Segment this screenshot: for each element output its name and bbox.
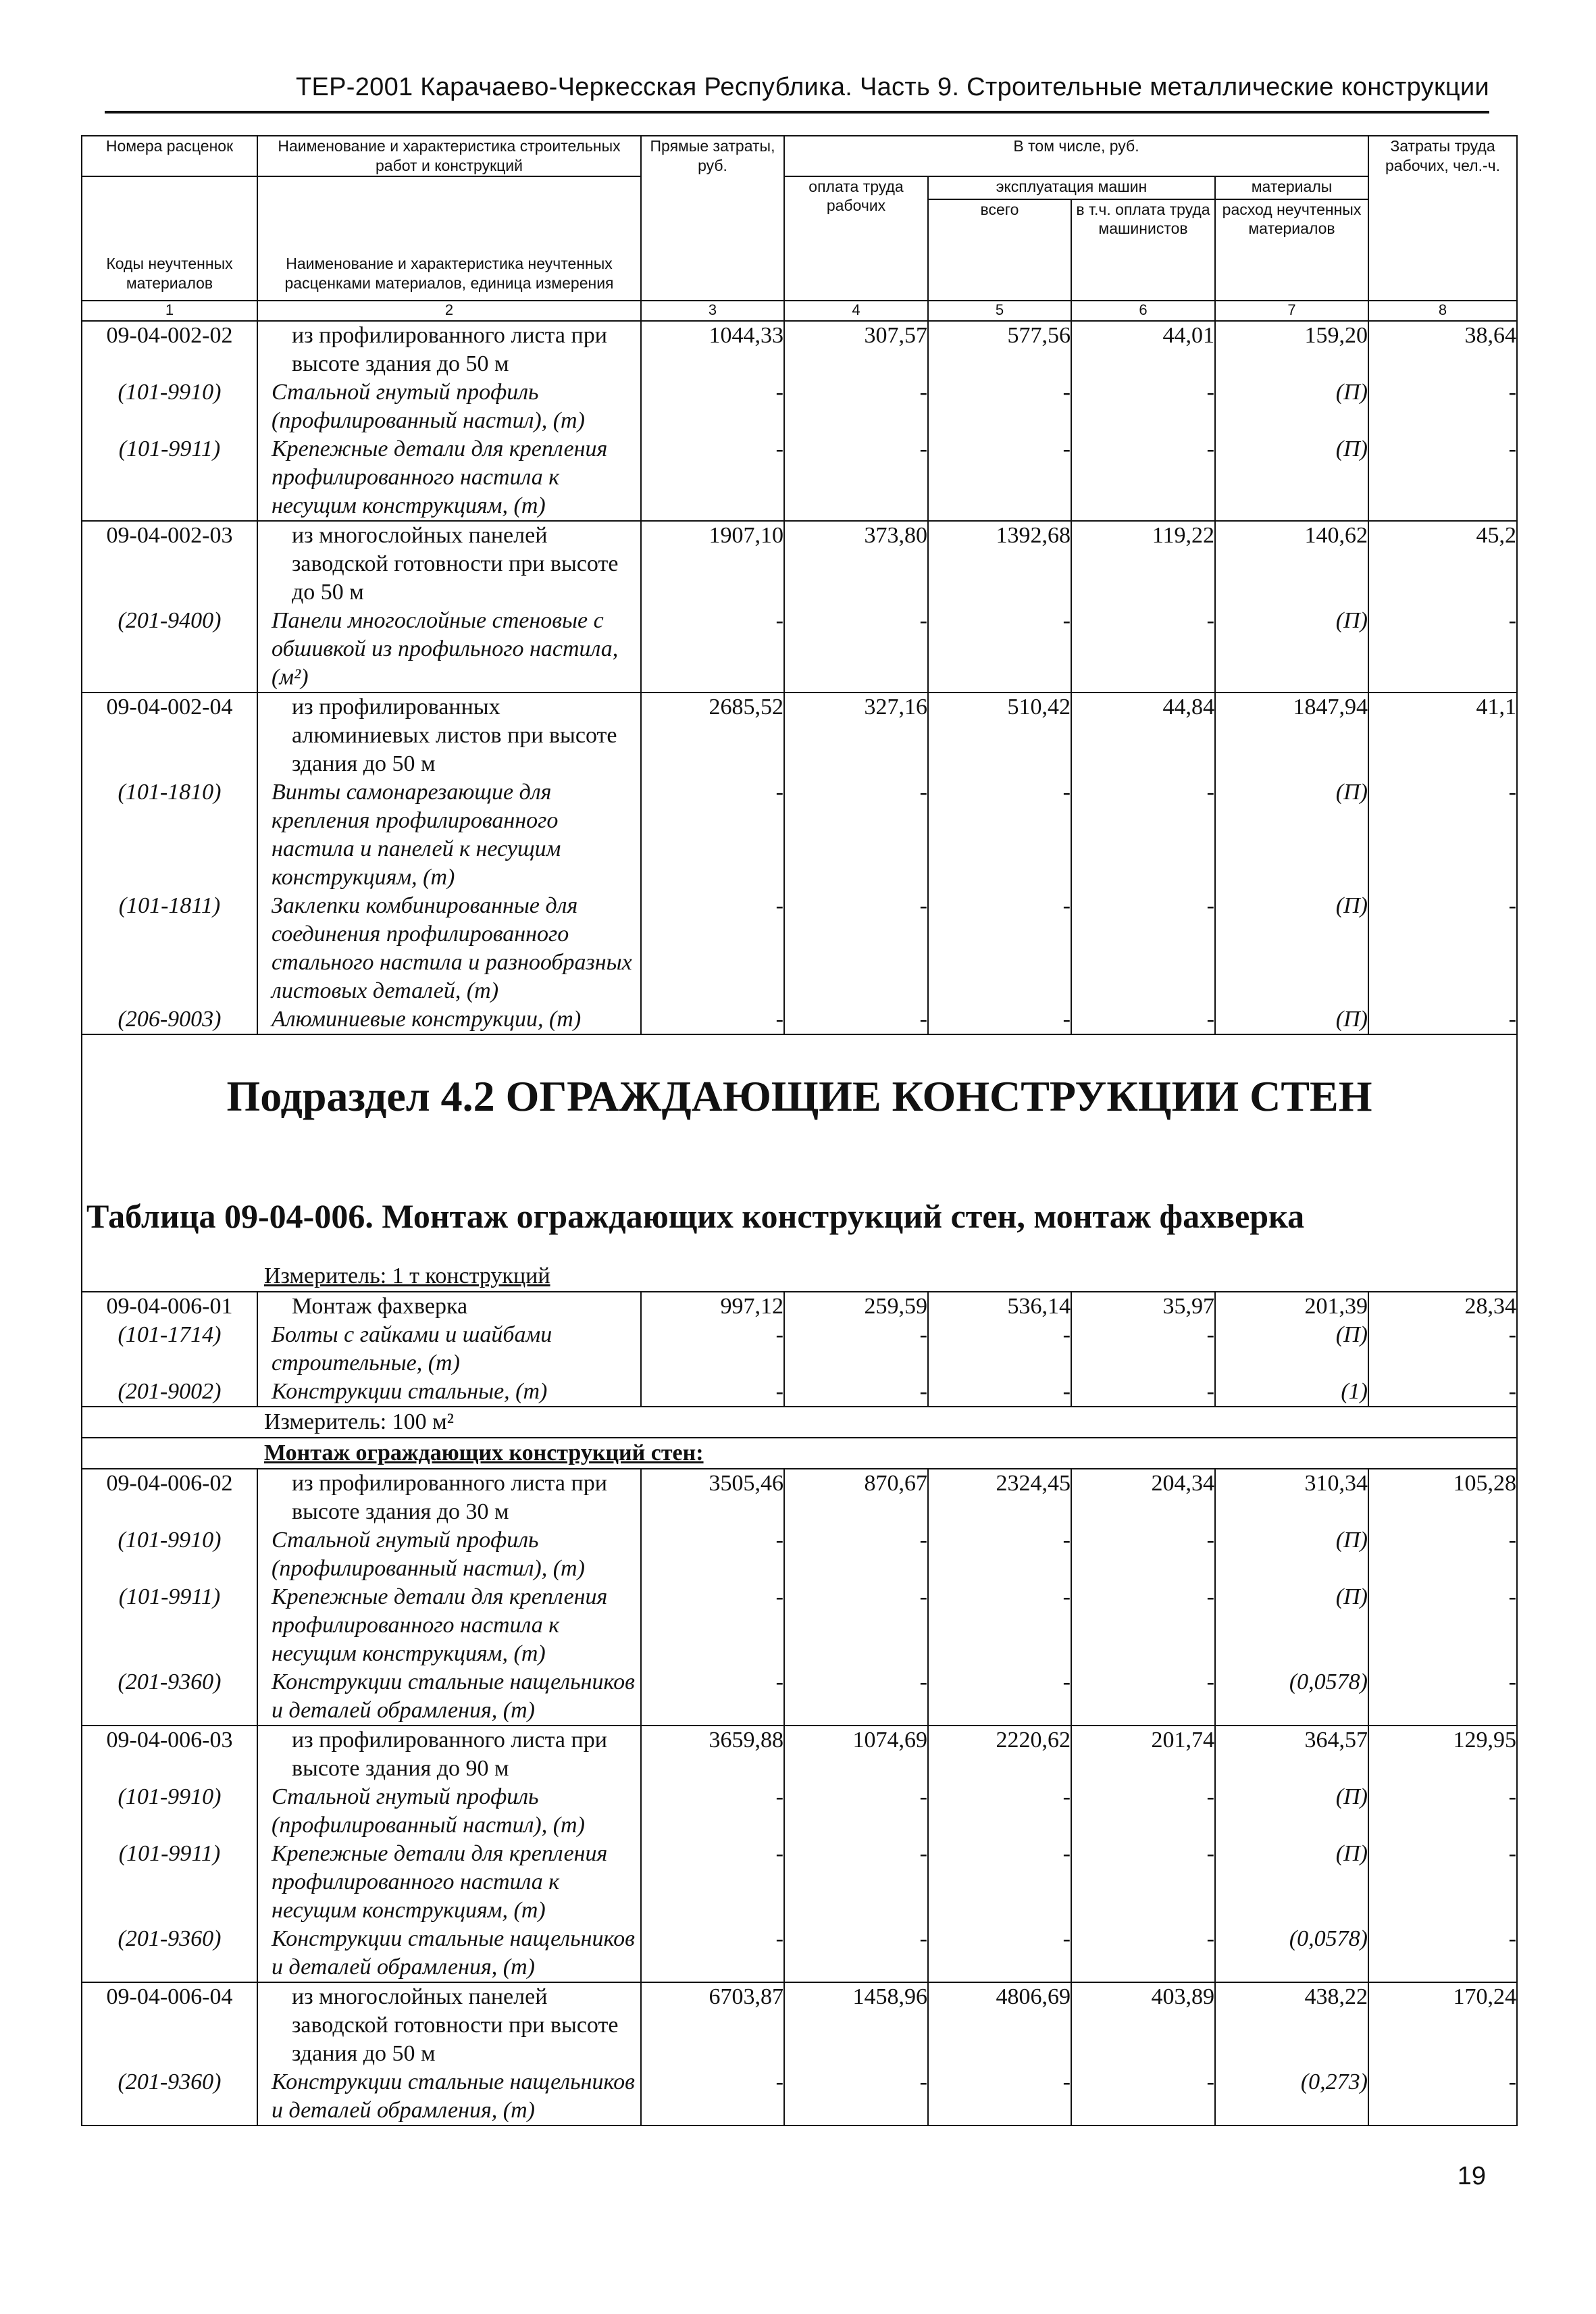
machinist-pay-value: -: [1071, 1668, 1215, 1726]
material-code: (101-9910): [82, 378, 257, 435]
machinist-pay-value: -: [1071, 778, 1215, 892]
header-work-name: Наименование и характеристика строительных работ и конструкций: [257, 136, 641, 176]
labor-pay-value: 307,57: [784, 321, 928, 378]
machines-total-value: -: [928, 435, 1071, 521]
column-number: 4: [784, 301, 928, 321]
work-name: из профилированных алюминиевых листов при высоте здания до 50 м: [257, 693, 641, 778]
material-name: Стальной гнутый профиль (профилированный настил), (т): [257, 1783, 641, 1840]
header-materials: материалы: [1215, 176, 1368, 199]
material-row: [82, 1925, 1517, 1982]
material-name: Болты с гайками и шайбами строительные, (т): [257, 1321, 641, 1378]
material-row: [82, 778, 1517, 892]
column-number: 8: [1368, 301, 1517, 321]
header-rate-numbers: Номера расценок: [82, 136, 257, 176]
direct-costs-value: -: [641, 378, 784, 435]
direct-costs-value: -: [641, 1005, 784, 1034]
block-09-04-006: [82, 1469, 1517, 2126]
rate-code: 09-04-006-03: [82, 1726, 257, 1783]
labor-pay-value: -: [784, 2068, 928, 2126]
header-rule: [105, 111, 1489, 114]
labor-hours-value: -: [1368, 1526, 1517, 1583]
material-name: Панели многослойные стеновые с обшивкой из профильного настила, (м²): [257, 607, 641, 693]
material-row: [82, 435, 1517, 521]
direct-costs-value: 3659,88: [641, 1726, 784, 1783]
machinist-pay-value: -: [1071, 378, 1215, 435]
machinist-pay-value: -: [1071, 1321, 1215, 1378]
material-code: (201-9360): [82, 2068, 257, 2126]
machines-total-value: -: [928, 1526, 1071, 1583]
machines-total-value: -: [928, 1378, 1071, 1407]
header-machines: эксплуатация машин: [928, 176, 1215, 199]
labor-pay-value: -: [784, 435, 928, 521]
labor-pay-value: -: [784, 1783, 928, 1840]
rate-row: [82, 321, 1517, 378]
header-material-consumption: расход неучтенных материалов: [1215, 199, 1368, 301]
material-code: (201-9002): [82, 1378, 257, 1407]
machinist-pay-value: -: [1071, 892, 1215, 1005]
machines-total-value: -: [928, 2068, 1071, 2126]
material-row: [82, 1378, 1517, 1407]
rate-row: [82, 1292, 1517, 1321]
material-code: (101-9910): [82, 1526, 257, 1583]
machinist-pay-value: -: [1071, 1378, 1215, 1407]
material-consumption-value: (П): [1215, 1005, 1368, 1034]
running-header: ТЕР-2001 Карачаево-Черкесская Республика. Часть 9. Строительные металлические конструкции: [295, 73, 1489, 101]
rate-code: 09-04-002-03: [82, 521, 257, 607]
machines-total-value: -: [928, 1583, 1071, 1668]
machinist-pay-value: 44,84: [1071, 693, 1215, 778]
material-consumption-value: 1847,94: [1215, 693, 1368, 778]
labor-pay-value: 1074,69: [784, 1726, 928, 1783]
material-name: Конструкции стальные, (т): [257, 1378, 641, 1407]
material-consumption-value: (0,0578): [1215, 1925, 1368, 1982]
labor-hours-value: -: [1368, 378, 1517, 435]
direct-costs-value: -: [641, 2068, 784, 2126]
labor-pay-value: -: [784, 1378, 928, 1407]
material-consumption-value: (1): [1215, 1378, 1368, 1407]
machinist-pay-value: -: [1071, 1783, 1215, 1840]
work-name: из профилированного листа при высоте здания до 30 м: [257, 1469, 641, 1526]
machines-total-value: -: [928, 1321, 1071, 1378]
material-code: (101-9910): [82, 1783, 257, 1840]
machines-total-value: -: [928, 1668, 1071, 1726]
material-name: Конструкции стальные нащельников и деталей обрамления, (т): [257, 1668, 641, 1726]
material-row: [82, 378, 1517, 435]
direct-costs-value: 6703,87: [641, 1982, 784, 2068]
labor-hours-value: -: [1368, 1840, 1517, 1925]
material-consumption-value: 310,34: [1215, 1469, 1368, 1526]
header-including: В том числе, руб.: [784, 136, 1368, 176]
labor-hours-value: -: [1368, 1668, 1517, 1726]
direct-costs-value: -: [641, 1840, 784, 1925]
direct-costs-value: -: [641, 1783, 784, 1840]
material-consumption-value: 201,39: [1215, 1292, 1368, 1321]
block-09-04-006-01: [82, 1292, 1517, 1407]
section-heading: [82, 1034, 1517, 1197]
material-row: [82, 892, 1517, 1005]
machinist-pay-value: 204,34: [1071, 1469, 1215, 1526]
work-name: из многослойных панелей заводской готовности при высоте до 50 м: [257, 521, 641, 607]
labor-hours-value: -: [1368, 1321, 1517, 1378]
machines-total-value: -: [928, 1783, 1071, 1840]
direct-costs-value: -: [641, 778, 784, 892]
direct-costs-value: 2685,52: [641, 693, 784, 778]
machines-total-value: -: [928, 1925, 1071, 1982]
material-consumption-value: (П): [1215, 1321, 1368, 1378]
machines-total-value: 1392,68: [928, 521, 1071, 607]
machines-total-value: 536,14: [928, 1292, 1071, 1321]
table-title: Таблица 09-04-006. Монтаж ограждающих конструкций стен, монтаж фахверка: [86, 1197, 1305, 1235]
table-heading: [82, 1197, 1517, 1261]
column-number: 2: [257, 301, 641, 321]
machinist-pay-value: 35,97: [1071, 1292, 1215, 1321]
material-row: [82, 1783, 1517, 1840]
section-title: Подраздел 4.2 ОГРАЖДАЮЩИЕ КОНСТРУКЦИИ СТЕН: [226, 1072, 1372, 1120]
header-machinist-pay: в т.ч. оплата труда машинистов: [1071, 199, 1215, 301]
rate-code: 09-04-006-02: [82, 1469, 257, 1526]
labor-hours-value: 38,64: [1368, 321, 1517, 378]
direct-costs-value: -: [641, 435, 784, 521]
header-labor-pay: оплата труда рабочих: [784, 176, 928, 301]
material-consumption-value: (0,0578): [1215, 1668, 1368, 1726]
material-name: Крепежные детали для крепления профилированного настила к несущим конструкциям, (т): [257, 1583, 641, 1668]
material-name: Стальной гнутый профиль (профилированный настил), (т): [257, 1526, 641, 1583]
direct-costs-value: -: [641, 1668, 784, 1726]
machinist-pay-value: 201,74: [1071, 1726, 1215, 1783]
material-row: [82, 2068, 1517, 2126]
material-name: Винты самонарезающие для крепления профилированного настила и панелей к несущим конструкциям, (т): [257, 778, 641, 892]
labor-pay-value: -: [784, 1583, 928, 1668]
material-name: Алюминиевые конструкции, (т): [257, 1005, 641, 1034]
measure-label: Измеритель: 1 т конструкций: [257, 1261, 1517, 1292]
labor-pay-value: 373,80: [784, 521, 928, 607]
header-direct-costs: Прямые затраты, руб.: [641, 136, 784, 301]
machinist-pay-value: 403,89: [1071, 1982, 1215, 2068]
direct-costs-value: 1907,10: [641, 521, 784, 607]
material-name: Заклепки комбинированные для соединения профилированного стального настила и разнообразных листовых деталей, (т): [257, 892, 641, 1005]
labor-hours-value: 45,2: [1368, 521, 1517, 607]
work-name: из профилированного листа при высоте здания до 50 м: [257, 321, 641, 378]
labor-hours-value: -: [1368, 1925, 1517, 1982]
material-row: [82, 1005, 1517, 1034]
material-consumption-value: (П): [1215, 607, 1368, 693]
labor-pay-value: 259,59: [784, 1292, 928, 1321]
labor-pay-value: 1458,96: [784, 1982, 928, 2068]
header-material-name: Наименование и характеристика неучтенных расценками материалов, единица измерения: [257, 176, 641, 301]
block-09-04-002: [82, 321, 1517, 1034]
labor-pay-value: -: [784, 1321, 928, 1378]
header-machines-total: всего: [928, 199, 1071, 301]
work-name: Монтаж фахверка: [257, 1292, 641, 1321]
material-consumption-value: (П): [1215, 1583, 1368, 1668]
labor-hours-value: 129,95: [1368, 1726, 1517, 1783]
material-code: (101-1714): [82, 1321, 257, 1378]
machinist-pay-value: -: [1071, 1583, 1215, 1668]
direct-costs-value: 997,12: [641, 1292, 784, 1321]
material-consumption-value: 159,20: [1215, 321, 1368, 378]
material-code: (101-9911): [82, 435, 257, 521]
labor-hours-value: -: [1368, 778, 1517, 892]
rate-row: [82, 1982, 1517, 2068]
material-code: (101-1811): [82, 892, 257, 1005]
machinist-pay-value: 119,22: [1071, 521, 1215, 607]
labor-pay-value: -: [784, 892, 928, 1005]
material-code: (201-9400): [82, 607, 257, 693]
material-name: Крепежные детали для крепления профилированного настила к несущим конструкциям, (т): [257, 1840, 641, 1925]
machinist-pay-value: -: [1071, 2068, 1215, 2126]
direct-costs-value: -: [641, 607, 784, 693]
rate-code: 09-04-002-04: [82, 693, 257, 778]
machines-total-value: -: [928, 1840, 1071, 1925]
material-consumption-value: (П): [1215, 892, 1368, 1005]
rate-code: 09-04-006-01: [82, 1292, 257, 1321]
labor-hours-value: 105,28: [1368, 1469, 1517, 1526]
column-number: 7: [1215, 301, 1368, 321]
machinist-pay-value: -: [1071, 1925, 1215, 1982]
work-name: из многослойных панелей заводской готовности при высоте здания до 50 м: [257, 1982, 641, 2068]
material-consumption-value: (П): [1215, 435, 1368, 521]
labor-hours-value: -: [1368, 892, 1517, 1005]
material-code: (101-9911): [82, 1583, 257, 1668]
header-material-codes: Коды неучтенных материалов: [82, 176, 257, 301]
rate-code: 09-04-002-02: [82, 321, 257, 378]
material-row: [82, 607, 1517, 693]
labor-hours-value: -: [1368, 435, 1517, 521]
direct-costs-value: -: [641, 1378, 784, 1407]
material-consumption-value: 140,62: [1215, 521, 1368, 607]
page-number: 19: [1457, 2162, 1486, 2190]
material-row: [82, 1840, 1517, 1925]
material-code: (101-1810): [82, 778, 257, 892]
rate-code: 09-04-006-04: [82, 1982, 257, 2068]
machinist-pay-value: -: [1071, 1526, 1215, 1583]
column-number: 1: [82, 301, 257, 321]
labor-hours-value: -: [1368, 607, 1517, 693]
direct-costs-value: -: [641, 1583, 784, 1668]
machines-total-value: 4806,69: [928, 1982, 1071, 2068]
labor-hours-value: 41,1: [1368, 693, 1517, 778]
machines-total-value: -: [928, 778, 1071, 892]
direct-costs-value: 3505,46: [641, 1469, 784, 1526]
labor-hours-value: -: [1368, 1005, 1517, 1034]
machines-total-value: -: [928, 892, 1071, 1005]
material-row: [82, 1583, 1517, 1668]
material-code: (206-9003): [82, 1005, 257, 1034]
measure-label: Измеритель: 100 м²: [257, 1407, 1517, 1438]
direct-costs-value: -: [641, 892, 784, 1005]
direct-costs-value: -: [641, 1526, 784, 1583]
rate-row: [82, 521, 1517, 607]
direct-costs-value: 1044,33: [641, 321, 784, 378]
subheading: Монтаж ограждающих конструкций стен:: [257, 1438, 1517, 1469]
labor-pay-value: -: [784, 607, 928, 693]
machines-total-value: 577,56: [928, 321, 1071, 378]
labor-hours-value: -: [1368, 1783, 1517, 1840]
column-number: 3: [641, 301, 784, 321]
labor-hours-value: -: [1368, 1583, 1517, 1668]
machines-total-value: 2220,62: [928, 1726, 1071, 1783]
column-number: 5: [928, 301, 1071, 321]
material-consumption-value: 438,22: [1215, 1982, 1368, 2068]
material-code: (201-9360): [82, 1668, 257, 1726]
rate-row: [82, 1469, 1517, 1526]
machinist-pay-value: -: [1071, 435, 1215, 521]
machines-total-value: -: [928, 607, 1071, 693]
material-row: [82, 1321, 1517, 1378]
labor-hours-value: 170,24: [1368, 1982, 1517, 2068]
labor-pay-value: 870,67: [784, 1469, 928, 1526]
machines-total-value: -: [928, 378, 1071, 435]
material-name: Крепежные детали для крепления профилированного настила к несущим конструкциям, (т): [257, 435, 641, 521]
labor-pay-value: -: [784, 1668, 928, 1726]
labor-hours-value: -: [1368, 2068, 1517, 2126]
labor-pay-value: -: [784, 1526, 928, 1583]
material-consumption-value: (П): [1215, 1840, 1368, 1925]
material-row: [82, 1668, 1517, 1726]
rate-row: [82, 1726, 1517, 1783]
direct-costs-value: -: [641, 1925, 784, 1982]
material-consumption-value: (П): [1215, 1526, 1368, 1583]
machines-total-value: 2324,45: [928, 1469, 1071, 1526]
material-name: Конструкции стальные нащельников и деталей обрамления, (т): [257, 1925, 641, 1982]
labor-pay-value: -: [784, 1005, 928, 1034]
labor-pay-value: 327,16: [784, 693, 928, 778]
material-code: (201-9360): [82, 1925, 257, 1982]
material-consumption-value: (0,273): [1215, 2068, 1368, 2126]
labor-pay-value: -: [784, 1925, 928, 1982]
material-consumption-value: 364,57: [1215, 1726, 1368, 1783]
machinist-pay-value: 44,01: [1071, 321, 1215, 378]
machines-total-value: 510,42: [928, 693, 1071, 778]
labor-hours-value: 28,34: [1368, 1292, 1517, 1321]
labor-hours-value: -: [1368, 1378, 1517, 1407]
material-consumption-value: (П): [1215, 378, 1368, 435]
labor-pay-value: -: [784, 378, 928, 435]
material-consumption-value: (П): [1215, 1783, 1368, 1840]
machinist-pay-value: -: [1071, 1840, 1215, 1925]
material-name: Конструкции стальные нащельников и деталей обрамления, (т): [257, 2068, 641, 2126]
column-number: 6: [1071, 301, 1215, 321]
machinist-pay-value: -: [1071, 1005, 1215, 1034]
direct-costs-value: -: [641, 1321, 784, 1378]
material-consumption-value: (П): [1215, 778, 1368, 892]
material-name: Стальной гнутый профиль (профилированный настил), (т): [257, 378, 641, 435]
rate-row: [82, 693, 1517, 778]
labor-pay-value: -: [784, 1840, 928, 1925]
header-labor-hours: Затраты труда рабочих, чел.-ч.: [1368, 136, 1517, 301]
material-code: (101-9911): [82, 1840, 257, 1925]
labor-pay-value: -: [784, 778, 928, 892]
work-name: из профилированного листа при высоте здания до 90 м: [257, 1726, 641, 1783]
rates-table: [81, 135, 1518, 2126]
material-row: [82, 1526, 1517, 1583]
machines-total-value: -: [928, 1005, 1071, 1034]
machinist-pay-value: -: [1071, 607, 1215, 693]
